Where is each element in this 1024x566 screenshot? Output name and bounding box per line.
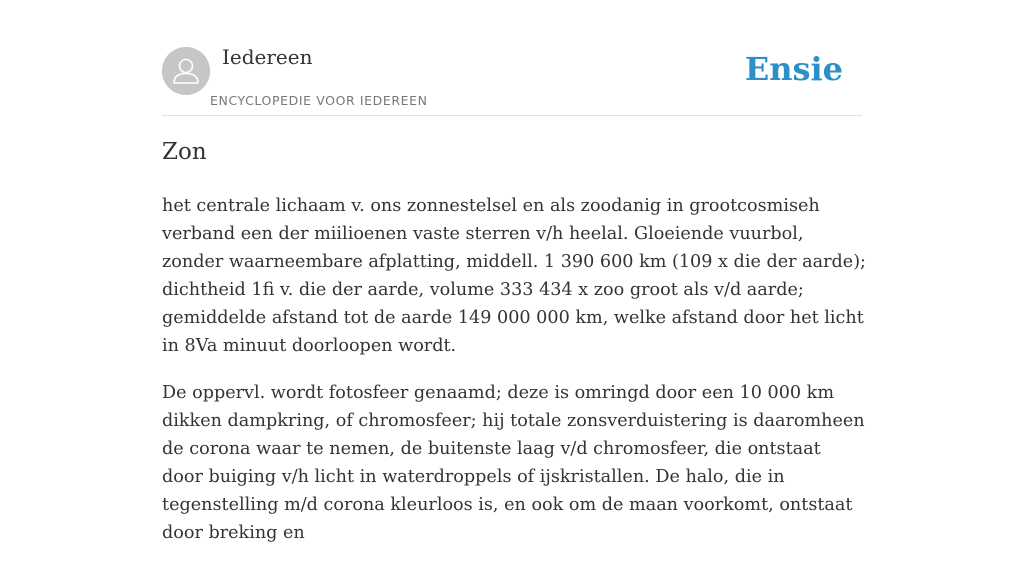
brand-logo[interactable]: Ensie: [744, 50, 843, 88]
author-subtitle: ENCYCLOPEDIE VOOR IEDEREEN: [210, 93, 428, 108]
avatar[interactable]: [162, 47, 210, 95]
article-title: Zon: [162, 139, 207, 165]
author-name[interactable]: Iedereen: [222, 45, 313, 69]
article-paragraph: het centrale lichaam v. ons zonnestelsel en als zoodanig in grootcosmiseh verband een der miilioenen vaste sterren v/h heelal. Gloeiende vuurbol, zonder waarneembare afplatting, middell. 1 390 600 km (109 x die der aarde); dichtheid 1fi v. die der aarde, volume 333 434 x zoo groot als v/d aarde; gemiddelde afstand tot de aarde 149 000 000 km, welke afstand door het licht in 8Va minuut doorloopen wordt.: [162, 196, 866, 356]
author-header: [162, 0, 862, 116]
article-paragraph: De oppervl. wordt fotosfeer genaamd; deze is omringd door een 10 000 km dikken dampkring, of chromosfeer; hij totale zonsverduistering is daaromheen de corona waar te nemen, de buitenste laag v/d chromosfeer, die ontstaat door buiging v/h licht in waterdroppels of ijskristallen. De halo, die in tegenstelling m/d corona kleurloos is, en ook om de maan voorkomt, ontstaat door breking en: [162, 383, 865, 543]
user-icon: [162, 47, 210, 95]
page-container: [162, 0, 866, 543]
article-body: [162, 192, 867, 566]
